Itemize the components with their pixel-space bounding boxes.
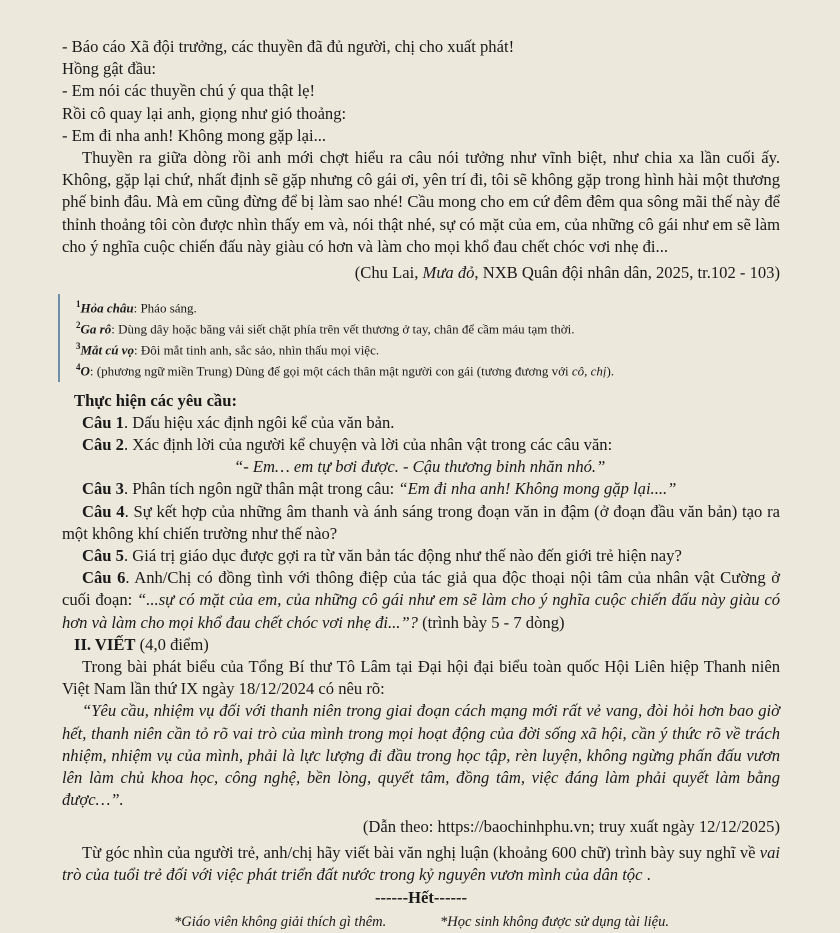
footnote: $^4$O: (phương ngữ miền Trung) Dùng để gọi một cách thân mật người con gái (tương đương với cô, chị). bbox=[76, 361, 615, 379]
tasks-heading: Thực hiện các yêu cầu: bbox=[74, 390, 237, 410]
dialogue-line: - Báo cáo Xã đội trưởng, các thuyền đã đủ người, chị cho xuất phát! bbox=[62, 37, 515, 56]
footer-student: *Học sinh không được sử dụng tài liệu. bbox=[440, 914, 669, 931]
footnote: $^2$Ga rô: Dùng dây hoặc băng vải siết chặt phía trên vết thương ở tay, chân để cầm máu tạm thời. bbox=[76, 320, 575, 337]
question-5: Câu 5. Giá trị giáo dục được gợi ra từ văn bản tác động như thế nào đến giới trẻ hiện nay? bbox=[82, 545, 682, 565]
question-4: Câu 4. Sự kết hợp của những âm thanh và ánh sáng trong đoạn văn in đậm (ở đoạn đầu văn bản) tạo ra một không khí chiến trường như thế nào? bbox=[62, 501, 780, 543]
question-6: Câu 6. Anh/Chị có đồng tình với thông điệp của tác giả qua độc thoại nội tâm của nhân vật Cường ở cuối đoạn: “...sự có mặt của em, của những cô gái như em sẽ làm cho ý nghĩa cuộc chiến đấu này giàu có hơn và làm cho mọi khổ đau chết chóc vơi nhẹ đi...”? (trình bày 5 - 7 dòng) bbox=[62, 568, 781, 632]
speech-quote: “Yêu cầu, nhiệm vụ đối với thanh niên trong giai đoạn cách mạng mới rất vẻ vang, đòi hỏi hơn bao giờ hết, thanh niên cần tỏ rõ vai trò của mình trong mọi hoạt động của đời sống xã hội, cần ý thức rõ về trách nhiệm, nhiệm vụ của mình, phải là lực lượng đi đầu trong học tập, rèn luyện, không ngừng phấn đấu vươn lên làm chủ khoa học, công nghệ, bền lòng, quyết tâm, đồng tâm, việc đáng làm phải quyết làm bằng được…”. bbox=[62, 701, 780, 810]
end-mark: ------Hết------ bbox=[374, 888, 468, 908]
question-2: Câu 2. Xác định lời của người kể chuyện và lời của nhân vật trong các câu văn: bbox=[82, 434, 613, 454]
text-source: (Chu Lai, Mưa đỏ, NXB Quân đội nhân dân, 2025, tr.102 - 103) bbox=[354, 263, 780, 283]
speech-intro: Trong bài phát biểu của Tổng Bí thư Tô Lâm tại Đại hội đại biểu toàn quốc Hội Liên hiệp Thanh niên Việt Nam lần thứ IX ngày 18/12/2024 có nêu rõ: bbox=[62, 656, 780, 699]
question-3: Câu 3. Phân tích ngôn ngữ thân mật trong câu: “Em đi nha anh! Không mong gặp lại....” bbox=[82, 479, 677, 499]
footnote: $^1$Hỏa châu: Pháo sáng. bbox=[76, 299, 197, 316]
narration-paragraph: Thuyền ra giữa dòng rồi anh mới chợt hiểu ra câu nói tưởng như vĩnh biệt, như chia xa lần cuối ấy. Không, gặp lại chứ, nhất định sẽ gặp nhưng cô gái ơi, yên trí đi, tôi sẽ không gặp trong hình hài một thương phế binh đâu. Mà em cũng đừng để bị làm sao nhé! Cầu mong cho em cứ đêm đêm qua sông mãi thế này để thỉnh thoảng tôi còn được nhìn thấy em và, nói thật nhé, sự có mặt của em, của những cô gái như em sẽ làm cho ý nghĩa cuộc chiến đấu này giàu có hơn và làm cho mọi khổ đau chết chóc vơi nhẹ đi... bbox=[62, 148, 780, 256]
dialogue-line: Hồng gật đầu: bbox=[62, 59, 157, 79]
dialogue-line: - Em nói các thuyền chú ý qua thật lẹ! bbox=[62, 81, 315, 101]
question-1: Câu 1. Dấu hiệu xác định ngôi kể của văn bản. bbox=[82, 412, 395, 432]
speech-source: (Dẫn theo: https://baochinhphu.vn; truy xuất ngày 12/12/2025) bbox=[362, 817, 780, 837]
footnotes bbox=[58, 294, 780, 381]
essay-prompt: Từ góc nhìn của người trẻ, anh/chị hãy viết bài văn nghị luận (khoảng 600 chữ) trình bày suy nghĩ về vai trò của tuổi trẻ đối với việc phát triển đất nước trong kỷ nguyên vươn mình của dân tộc . bbox=[62, 842, 780, 884]
question-2-quote: “- Em… em tự bơi được. - Cậu thương binh nhăn nhó.” bbox=[234, 457, 606, 477]
footer-notes bbox=[62, 911, 780, 933]
dialogue-line: - Em đi nha anh! Không mong gặp lại... bbox=[62, 125, 327, 145]
footnote: $^3$Mắt cú vọ: Đôi mắt tinh anh, sắc sảo, nhìn thấu mọi việc. bbox=[76, 340, 380, 358]
section-2-heading: II. VIẾT (4,0 điểm) bbox=[74, 634, 209, 654]
footer-teacher: *Giáo viên không giải thích gì thêm. bbox=[174, 914, 387, 931]
dialogue-line: Rồi cô quay lại anh, giọng như gió thoảng: bbox=[62, 103, 347, 123]
